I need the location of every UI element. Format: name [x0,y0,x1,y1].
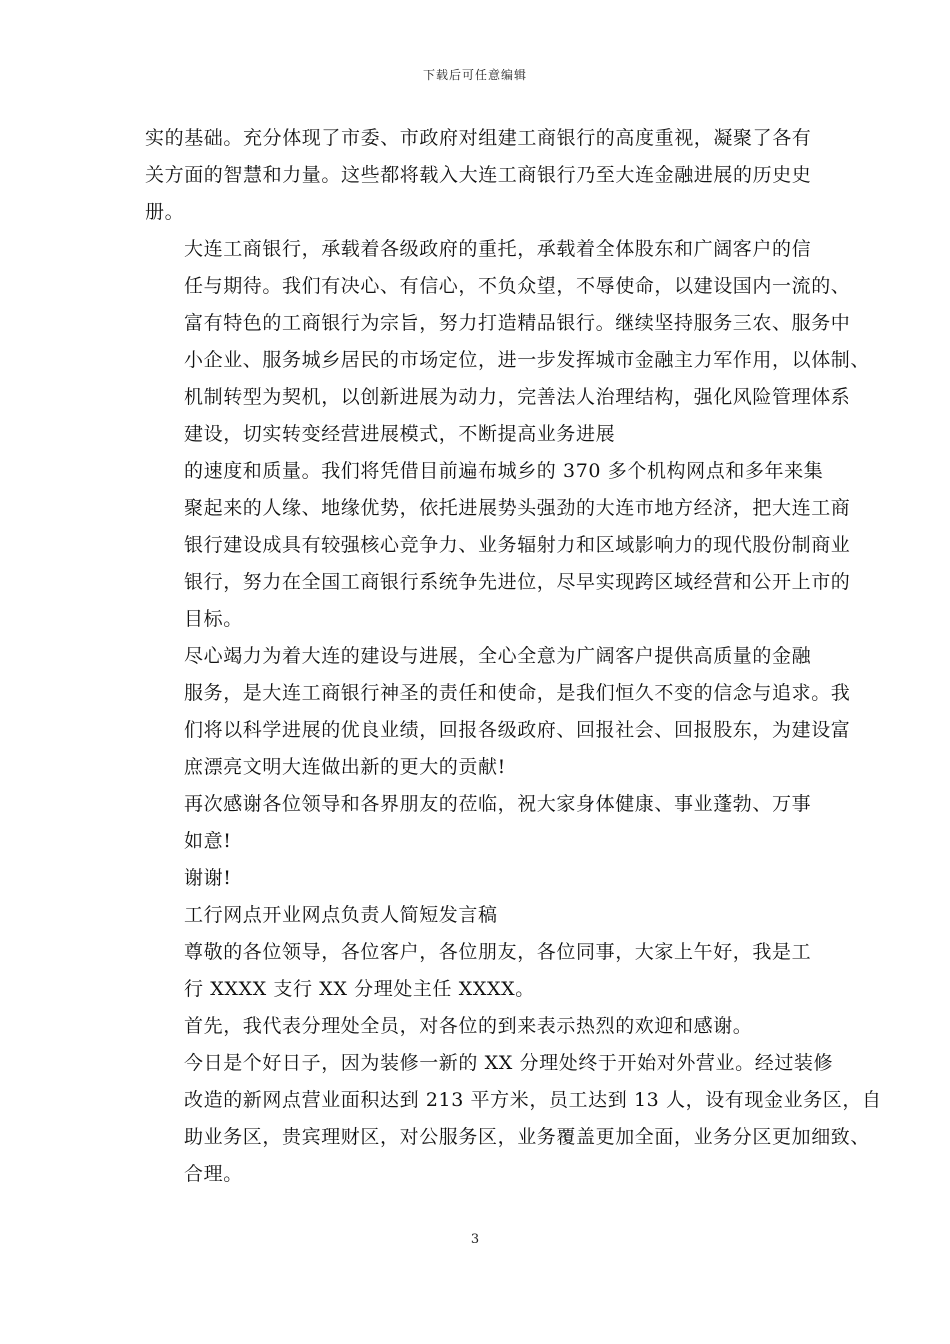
document-body [145,120,882,1193]
text-line: 实的基础。充分体现了市委、市政府对组建工商银行的高度重视，凝聚了各有 [145,127,812,149]
header-note: 下载后可任意编辑 [422,68,527,82]
text-line: 的速度和质量。我们将凭借目前遍布城乡的 370 多个机构网点和多年来集 [184,460,824,482]
text-line: 关方面的智慧和力量。这些都将载入大连工商银行乃至大连金融进展的历史史 [145,164,812,186]
text-line: 任与期待。我们有决心、有信心，不负众望，不辱使命，以建设国内一流的、 [184,275,851,297]
paragraph [145,453,851,638]
text-line: 尊敬的各位领导，各位客户，各位朋友，各位同事，大家上午好，我是工 [184,941,812,963]
text-line: 谢谢! [184,867,232,889]
paragraph [145,1008,810,1045]
paragraph [145,934,810,1008]
text-line: 银行，努力在全国工商银行系统争先进位，尽早实现跨区域经营和公开上市的 [184,571,851,593]
paragraph [145,1045,882,1193]
paragraph [145,786,810,860]
text-line: 再次感谢各位领导和各界朋友的莅临，祝大家身体健康、事业蓬勃、万事 [184,793,812,815]
text-line: 服务，是大连工商银行神圣的责任和使命，是我们恒久不变的信念与追求。我 [184,682,851,704]
text-line: 小企业、服务城乡居民的市场定位，进一步发挥城市金融主力军作用，以体制、 [184,349,871,371]
paragraph [145,897,810,934]
text-line: 今日是个好日子，因为装修一新的 XX 分理处终于开始对外营业。经过装修 [184,1052,834,1074]
text-line: 助业务区，贵宾理财区，对公服务区，业务覆盖更加全面，业务分区更加细致、 [184,1126,871,1148]
text-line: 建设，切实转变经营进展模式，不断提高业务进展 [184,423,616,445]
paragraph [145,638,851,786]
text-line: 目标。 [184,608,243,630]
text-line: 工行网点开业网点负责人简短发言稿 [184,904,498,926]
text-line: 改造的新网点营业面积达到 213 平方米，员工达到 13 人，设有现金业务区，自 [184,1089,882,1111]
paragraph [145,120,810,231]
paragraph [145,231,871,453]
text-line: 首先，我代表分理处全员，对各位的到来表示热烈的欢迎和感谢。 [184,1015,753,1037]
text-line: 行 XXXX 支行 XX 分理处主任 XXXX。 [184,978,535,1000]
text-line: 合理。 [184,1163,243,1185]
text-line: 聚起来的人缘、地缘优势，依托进展势头强劲的大连市地方经济，把大连工商 [184,497,851,519]
text-line: 册。 [145,201,185,223]
text-line: 富有特色的工商银行为宗旨，努力打造精品银行。继续坚持服务三农、服务中 [184,312,851,334]
paragraph [145,860,810,897]
text-line: 尽心竭力为着大连的建设与进展，全心全意为广阔客户提供高质量的金融 [184,645,812,667]
text-line: 银行建设成具有较强核心竞争力、业务辐射力和区域影响力的现代股份制商业 [184,534,851,556]
text-line: 机制转型为契机，以创新进展为动力，完善法人治理结构，强化风险管理体系 [184,386,851,408]
text-line: 们将以科学进展的优良业绩，回报各级政府、回报社会、回报股东，为建设富 [184,719,851,741]
page-number: 3 [470,1232,480,1247]
text-line: 大连工商银行，承载着各级政府的重托，承载着全体股东和广阔客户的信 [184,238,812,260]
text-line: 如意! [184,830,232,852]
text-line: 庶漂亮文明大连做出新的更大的贡献! [184,756,506,778]
